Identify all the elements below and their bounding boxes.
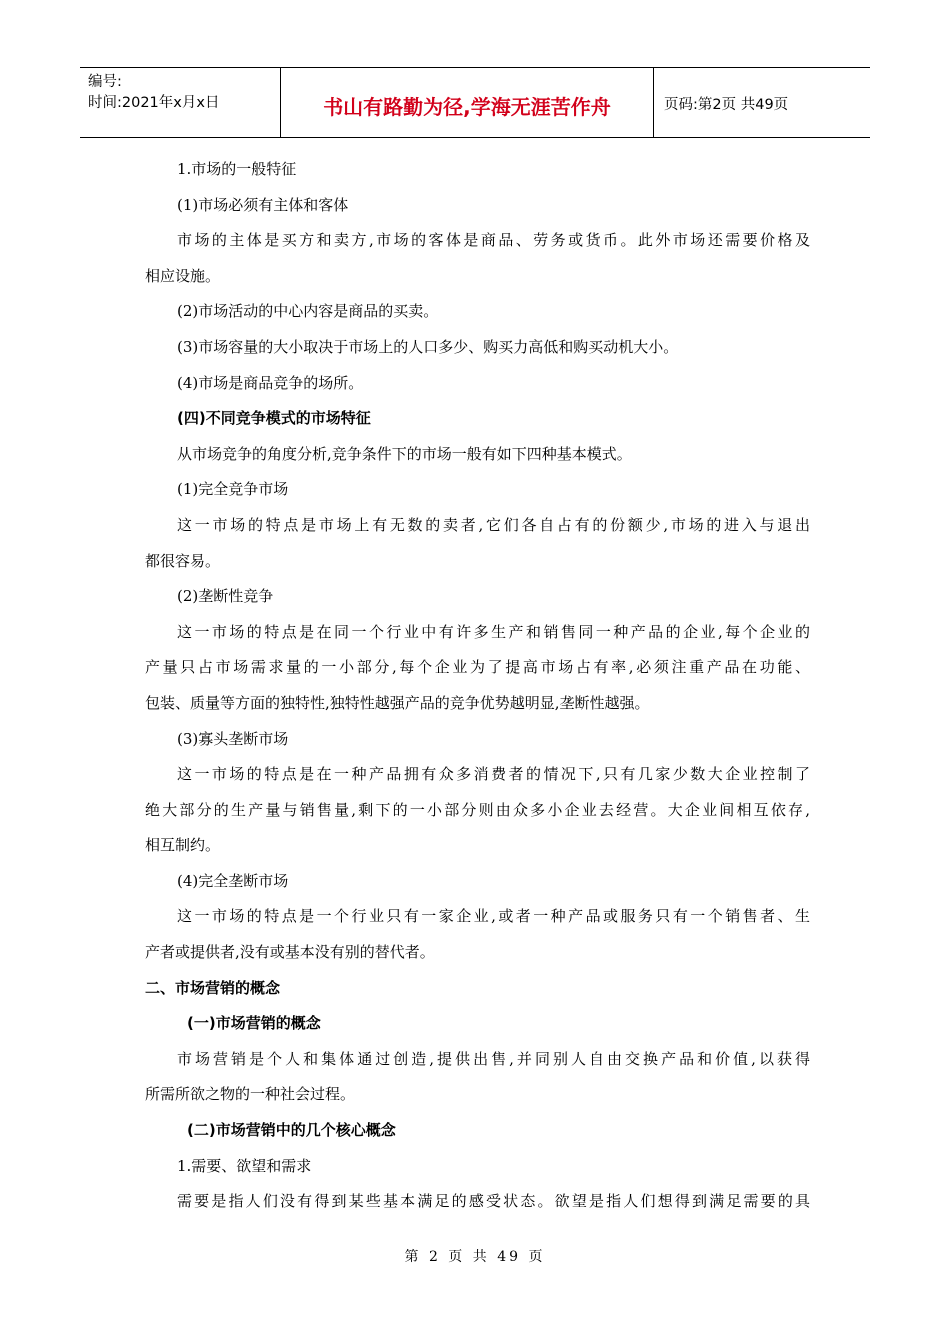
list-item: (1)完全竞争市场 bbox=[177, 480, 289, 499]
header-page-info: 页码:第2页 共49页 bbox=[664, 97, 789, 113]
paragraph-line: 市场营销是个人和集体通过创造,提供出售,并同别人自由交换产品和价值,以获得 bbox=[177, 1049, 810, 1068]
paragraph-line: 这一市场的特点是在一种产品拥有众多消费者的情况下,只有几家少数大企业控制了 bbox=[177, 765, 810, 784]
paragraph-line: 这一市场的特点是在同一个行业中有许多生产和销售同一种产品的企业,每个企业的 bbox=[177, 622, 810, 641]
section-heading: (一)市场营销的概念 bbox=[187, 1014, 321, 1033]
document-time-label: 时间:2021年x月x日 bbox=[88, 95, 220, 111]
document-body bbox=[145, 152, 810, 1220]
paragraph-line: 市场的主体是买方和卖方,市场的客体是商品、劳务或货币。此外市场还需要价格及 bbox=[177, 231, 810, 250]
list-item: (4)市场是商品竞争的场所。 bbox=[177, 373, 364, 392]
list-item: (3)寡头垄断市场 bbox=[177, 729, 289, 748]
section-heading: (四)不同竞争模式的市场特征 bbox=[177, 409, 371, 428]
document-number-label: 编号: bbox=[88, 74, 122, 90]
paragraph-line: 绝大部分的生产量与销售量,剩下的一小部分则由众多小企业去经营。大企业间相互依存, bbox=[145, 800, 810, 819]
list-item: (4)完全垄断市场 bbox=[177, 871, 289, 890]
paragraph-line: 相应设施。 bbox=[145, 266, 221, 285]
paragraph-line: 相互制约。 bbox=[145, 836, 221, 855]
list-item: (2)垄断性竞争 bbox=[177, 587, 274, 606]
paragraph-line: 这一市场的特点是一个行业只有一家企业,或者一种产品或服务只有一个销售者、生 bbox=[177, 907, 810, 926]
paragraph-line: 都很容易。 bbox=[145, 551, 221, 570]
paragraph-line: 包装、质量等方面的独特性,独特性越强产品的竞争优势越明显,垄断性越强。 bbox=[145, 693, 650, 712]
paragraph-line: 产量只占市场需求量的一小部分,每个企业为了提高市场占有率,必须注重产品在功能、 bbox=[145, 658, 810, 677]
list-item: (1)市场必须有主体和客体 bbox=[177, 195, 349, 214]
paragraph-line: 所需所欲之物的一种社会过程。 bbox=[145, 1085, 356, 1104]
chapter-heading: 二、市场营销的概念 bbox=[145, 978, 281, 997]
list-item: (2)市场活动的中心内容是商品的买卖。 bbox=[177, 302, 439, 321]
paragraph-line: 产者或提供者,没有或基本没有别的替代者。 bbox=[145, 943, 435, 962]
paragraph-line: 从市场竞争的角度分析,竞争条件下的市场一般有如下四种基本模式。 bbox=[177, 444, 632, 463]
subheading: 1.市场的一般特征 bbox=[177, 160, 297, 178]
section-heading: (二)市场营销中的几个核心概念 bbox=[187, 1121, 396, 1140]
subheading: 1.需要、欲望和需求 bbox=[177, 1156, 312, 1175]
page-footer: 第 2 页 共 49 页 bbox=[404, 1249, 546, 1265]
list-item: (3)市场容量的大小取决于市场上的人口多少、购买力高低和购买动机大小。 bbox=[177, 337, 679, 356]
paragraph-line: 这一市场的特点是市场上有无数的卖者,它们各自占有的份额少,市场的进入与退出 bbox=[177, 515, 810, 534]
header-meta bbox=[80, 68, 281, 137]
header-motto: 书山有路勤为径,学海无涯苦作舟 bbox=[281, 68, 654, 137]
page-header bbox=[80, 67, 870, 138]
paragraph-line: 需要是指人们没有得到某些基本满足的感受状态。欲望是指人们想得到满足需要的具 bbox=[177, 1192, 810, 1211]
